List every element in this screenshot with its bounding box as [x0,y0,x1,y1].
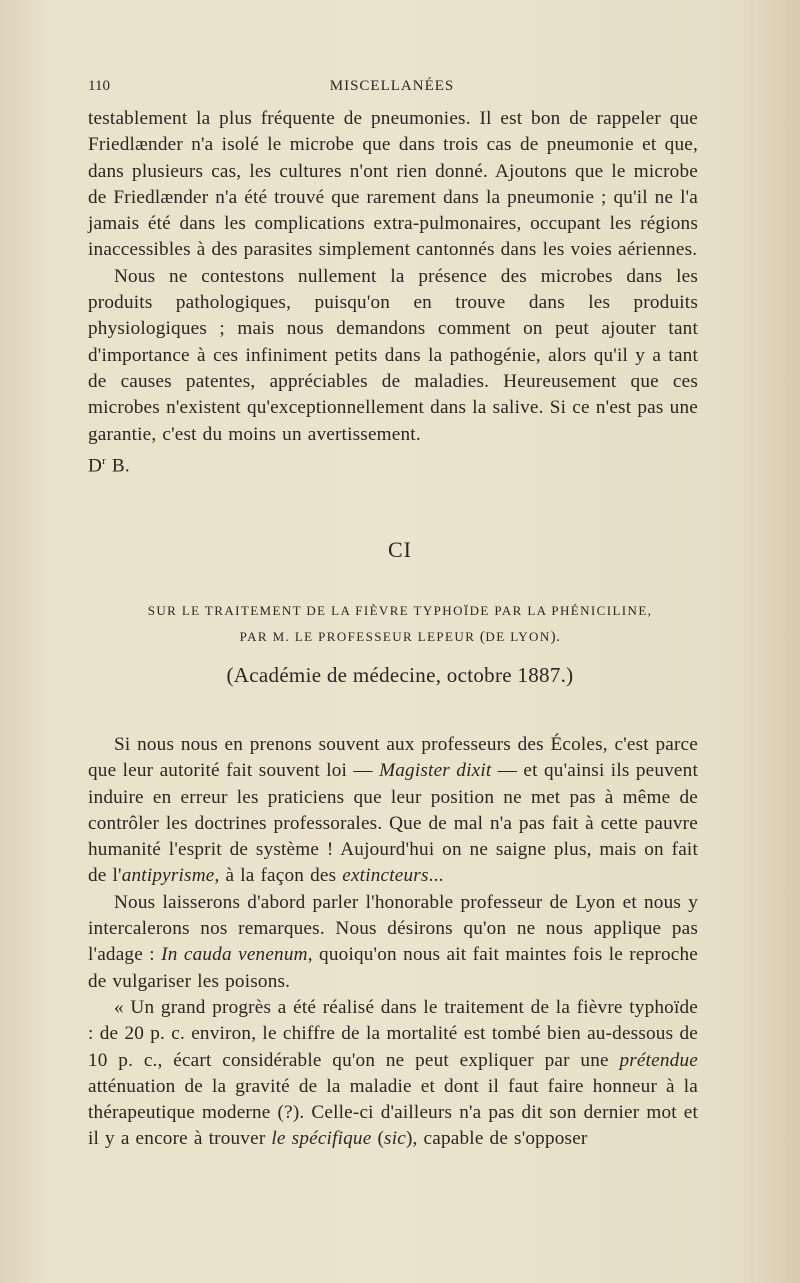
main-text-block [88,732,698,1153]
paragraph: testablement la plus fréquente de pneumonies. Il est bon de rappeler que Friedlænder n'a isolé le microbe que dans trois cas de pneumonie et que, dans plusieurs cas, les cultures n'ont rien donné. Ajoutons que le microbe de Friedlænder n'a été trouvé que rarement dans la pneumonie ; qu'il ne l'a jamais été dans les complications extra-pulmonaires, occupant les régions inaccessibles à des parasites simplement cantonnés dans les voies aériennes. [88,108,698,261]
title-author: PAR M. LE PROFESSEUR LEPEUR [239,629,480,644]
text-run: Si nous nous en prenons souvent aux professeurs des Écoles, c'est parce que leur autorité fait souvent loi — [88,734,698,782]
text-run: — et qu'ainsi ils peuvent induire en erreur les praticiens que leur position ne met pas à même de contrôler les doctrines professorales. Que de mal n'a pas fait à cette pauvre humanité l'esprit de système ! Aujourd'hui on ne saigne plus, mais on fait de l' [88,760,698,887]
text-run: Nous laisserons d'abord parler l'honorable professeur de Lyon et nous y intercalerons nos remarques. Nous désirons qu'on ne nous applique pas l'adage : [88,891,698,966]
signature-sup: r [102,454,106,467]
italic-run: le spécifique [271,1128,372,1150]
italic-run: In cauda venenum [161,944,308,966]
paragraph [88,732,698,890]
chapter-title-line-1: SUR LE TRAITEMENT DE LA FIÈVRE TYPHOÏDE PAR LA PHÉNICILINE, [147,603,653,618]
running-head: MISCELLANÉES [329,78,455,94]
chapter-title-line-2 [100,624,700,650]
page-header [88,78,696,95]
italic-run: prétendue [619,1049,698,1071]
text-run: ), capable de s'opposer [405,1128,588,1150]
chapter-title [100,598,700,650]
text-run: ... [428,865,444,887]
paragraph [88,995,698,1153]
paragraph: Nous ne contestons nullement la présence des microbes dans les produits pathologiques, puisqu'on en trouve dans les produits physiologiques ; mais nous demandons comment on peut ajouter tant d'importance à ces infiniment petits dans la pathogénie, alors qu'il y a tant de causes patentes, appréciables de maladies. Heureusement que ces microbes n'existent qu'exceptionnellement dans la salive. Si ce n'est pas une garantie, c'est du moins un avertissement. [88,265,698,445]
chapter-number: CI [388,537,412,562]
text-run: , quoiqu'on nous ait fait maintes fois le reproche de vulgariser les poisons. [88,944,699,992]
chapter-venue: (Académie de médecine, octobre 1887.) [226,663,574,687]
page-number: 110 [88,78,110,94]
italic-run: sic [384,1128,406,1150]
text-run: ( [371,1128,385,1150]
signature-name: B. [105,455,130,477]
title-paren-open: ( [479,629,486,645]
paragraph [88,890,698,995]
italic-run: Magister dixit [379,760,492,782]
text-run: « Un grand progrès a été réalisé dans le traitement de la fièvre typhoïde : de 20 p. c. environ, le chiffre de la mortalité est tombé bien au-dessous de 10 p. c., écart considérable qu'on ne peut expliquer par une [88,996,698,1071]
text-run: atténuation de la gravité de la maladie et dont il faut faire honneur à la thérapeutique moderne (?). Celle-ci d'ailleurs n'a pas dit son dernier mot et il y a encore à trouver [88,1075,698,1150]
title-city: DE LYON [485,629,551,644]
top-text-block [88,106,698,480]
author-signature [88,448,698,480]
text-run: , à la façon des [214,865,343,887]
signature-prefix: D [88,455,103,477]
italic-run: antipyrisme [121,865,215,887]
title-paren-close: ). [550,629,561,645]
italic-run: extincteurs [342,865,429,887]
